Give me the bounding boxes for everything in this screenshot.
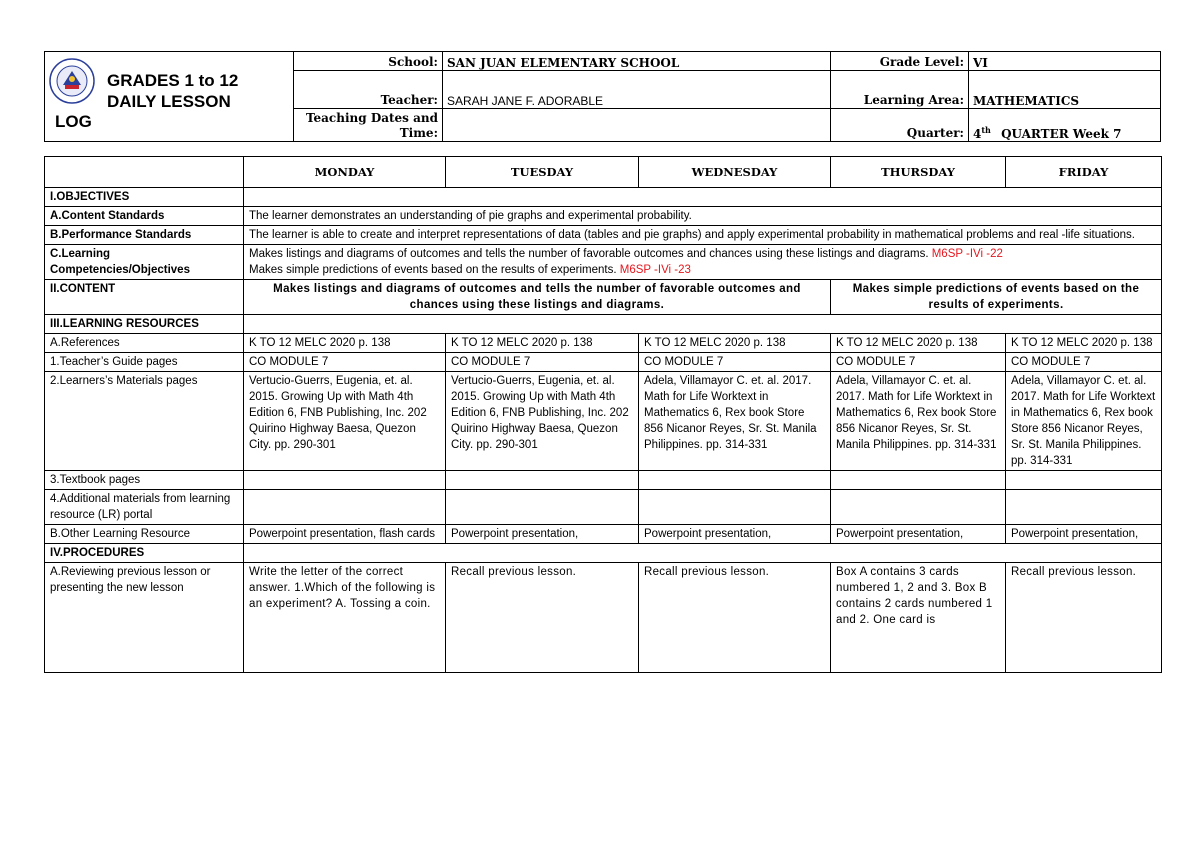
references-wednesday: K TO 12 MELC 2020 p. 138 [639,334,831,353]
additional-monday [244,490,446,525]
references-thursday: K TO 12 MELC 2020 p. 138 [831,334,1006,353]
day-wednesday: WEDNESDAY [639,157,831,188]
day-monday: MONDAY [244,157,446,188]
competencies-text [244,245,1162,280]
procedure-wednesday: Recall previous lesson. [639,563,831,673]
other-resources-monday: Powerpoint presentation, flash cards [244,525,446,544]
dlp-title-line2: DAILY LESSON [107,92,231,111]
learners-materials-label: 2.Learners’s Materials pages [45,372,244,471]
teachers-guide-label: 1.Teacher’s Guide pages [45,353,244,372]
resources-spacer [244,315,1162,334]
performance-standards-text: The learner is able to create and interpret representations of data (tables and pie graphs) and apply experimental probability in mathematical problems and real -life situations. [244,226,1162,245]
learners-materials-monday: Vertucio-Guerrs, Eugenia, et. al. 2015. Growing Up with Math 4th Edition 6, FNB Publishing, Inc. 202 Quirino Highway Baesa, Quezon City. pp. 290-301 [244,372,446,471]
learners-materials-friday: Adela, Villamayor C. et. al. 2017. Math for Life Worktext in Mathematics 6, Rex book Store 856 Nicanor Reyes, Sr. St. Manila Philippines. pp. 314-331 [1006,372,1162,471]
other-resources-tuesday: Powerpoint presentation, [446,525,639,544]
learners-materials-thursday: Adela, Villamayor C. et. al. 2017. Math for Life Worktext in Mathematics 6, Rex book Store 856 Nicanor Reyes, Sr. St. Manila Philippines. pp. 314-331 [831,372,1006,471]
reviewing-lesson-label: A.Reviewing previous lesson or presenting the new lesson [45,563,244,673]
procedure-thursday: Box A contains 3 cards numbered 1, 2 and 3. Box B contains 2 cards numbered 1 and 2. One card is [831,563,1006,673]
dlp-title [107,70,238,112]
teaching-dates-value [443,109,831,142]
references-tuesday: K TO 12 MELC 2020 p. 138 [446,334,639,353]
content-right-text: Makes simple predictions of events based on the results of experiments. [831,280,1162,315]
procedure-friday: Recall previous lesson. [1006,563,1162,673]
grade-level-value: VI [969,52,1161,71]
competency-1-code: M6SP -IVi -22 [931,248,1003,260]
other-resources-wednesday: Powerpoint presentation, [639,525,831,544]
teachers-guide-friday: CO MODULE 7 [1006,353,1162,372]
references-friday: K TO 12 MELC 2020 p. 138 [1006,334,1162,353]
additional-materials-label: 4.Additional materials from learning resource (LR) portal [45,490,244,525]
textbook-wednesday [639,471,831,490]
teachers-guide-thursday: CO MODULE 7 [831,353,1006,372]
header-table [44,51,1161,142]
learning-area-value: MATHEMATICS [969,71,1161,109]
learners-materials-wednesday: Adela, Villamayor C. et. al. 2017. Math for Life Worktext in Mathematics 6, Rex book Store 856 Nicanor Reyes, Sr. St. Manila Philippines. pp. 314-331 [639,372,831,471]
textbook-pages-label: 3.Textbook pages [45,471,244,490]
content-heading: II.CONTENT [45,280,244,315]
teaching-dates-label: Teaching Dates and Time: [294,109,443,142]
procedure-monday: Write the letter of the correct answer. 1.Which of the following is an experiment? A. Tossing a coin. [244,563,446,673]
performance-standards-label: B.Performance Standards [45,226,244,245]
quarter-value [969,109,1161,142]
dlp-brand [45,52,294,142]
school-value: SAN JUAN ELEMENTARY SCHOOL [443,52,831,71]
quarter-label: Quarter: [831,109,969,142]
teacher-value: SARAH JANE F. ADORABLE [443,71,831,109]
competencies-label: C.Learning Competencies/Objectives [45,245,244,280]
dlp-title-line1: GRADES 1 to 12 [107,71,239,90]
other-resources-friday: Powerpoint presentation, [1006,525,1162,544]
content-standards-text: The learner demonstrates an understanding of pie graphs and experimental probability. [244,207,1162,226]
additional-wednesday [639,490,831,525]
procedures-spacer [244,544,1162,563]
references-monday: K TO 12 MELC 2020 p. 138 [244,334,446,353]
textbook-monday [244,471,446,490]
quarter-number: 4 [973,127,982,141]
resources-heading: III.LEARNING RESOURCES [45,315,244,334]
quarter-week: QUARTER Week 7 [1001,127,1122,141]
additional-friday [1006,490,1162,525]
textbook-friday [1006,471,1162,490]
quarter-suffix: th [981,125,991,135]
day-tuesday: TUESDAY [446,157,639,188]
teachers-guide-wednesday: CO MODULE 7 [639,353,831,372]
textbook-thursday [831,471,1006,490]
other-resources-label: B.Other Learning Resource [45,525,244,544]
lesson-log-table [44,156,1161,673]
teachers-guide-monday: CO MODULE 7 [244,353,446,372]
competency-1: Makes listings and diagrams of outcomes and tells the number of favorable outcomes and chances using these listings and diagrams. [249,248,929,260]
competency-2-code: M6SP -IVi -23 [619,264,691,276]
day-thursday: THURSDAY [831,157,1006,188]
textbook-tuesday [446,471,639,490]
school-label: School: [294,52,443,71]
procedure-tuesday: Recall previous lesson. [446,563,639,673]
content-left-text: Makes listings and diagrams of outcomes and tells the number of favorable outcomes and chances using these listings and diagrams. [244,280,831,315]
competency-2: Makes simple predictions of events based on the results of experiments. [249,264,617,276]
learning-area-label: Learning Area: [831,71,969,109]
additional-tuesday [446,490,639,525]
objectives-heading: I.OBJECTIVES [45,188,244,207]
objectives-spacer [244,188,1162,207]
content-standards-label: A.Content Standards [45,207,244,226]
days-row [45,157,1162,188]
day-friday: FRIDAY [1006,157,1162,188]
learners-materials-tuesday: Vertucio-Guerrs, Eugenia, et. al. 2015. Growing Up with Math 4th Edition 6, FNB Publishing, Inc. 202 Quirino Highway Baesa, Quezon City. pp. 290-301 [446,372,639,471]
corner-cell [45,157,244,188]
deped-seal-icon [49,58,95,104]
dlp-title-line3: LOG [55,112,92,131]
teachers-guide-tuesday: CO MODULE 7 [446,353,639,372]
additional-thursday [831,490,1006,525]
procedures-heading: IV.PROCEDURES [45,544,244,563]
other-resources-thursday: Powerpoint presentation, [831,525,1006,544]
references-label: A.References [45,334,244,353]
teacher-label: Teacher: [294,71,443,109]
grade-level-label: Grade Level: [831,52,969,71]
